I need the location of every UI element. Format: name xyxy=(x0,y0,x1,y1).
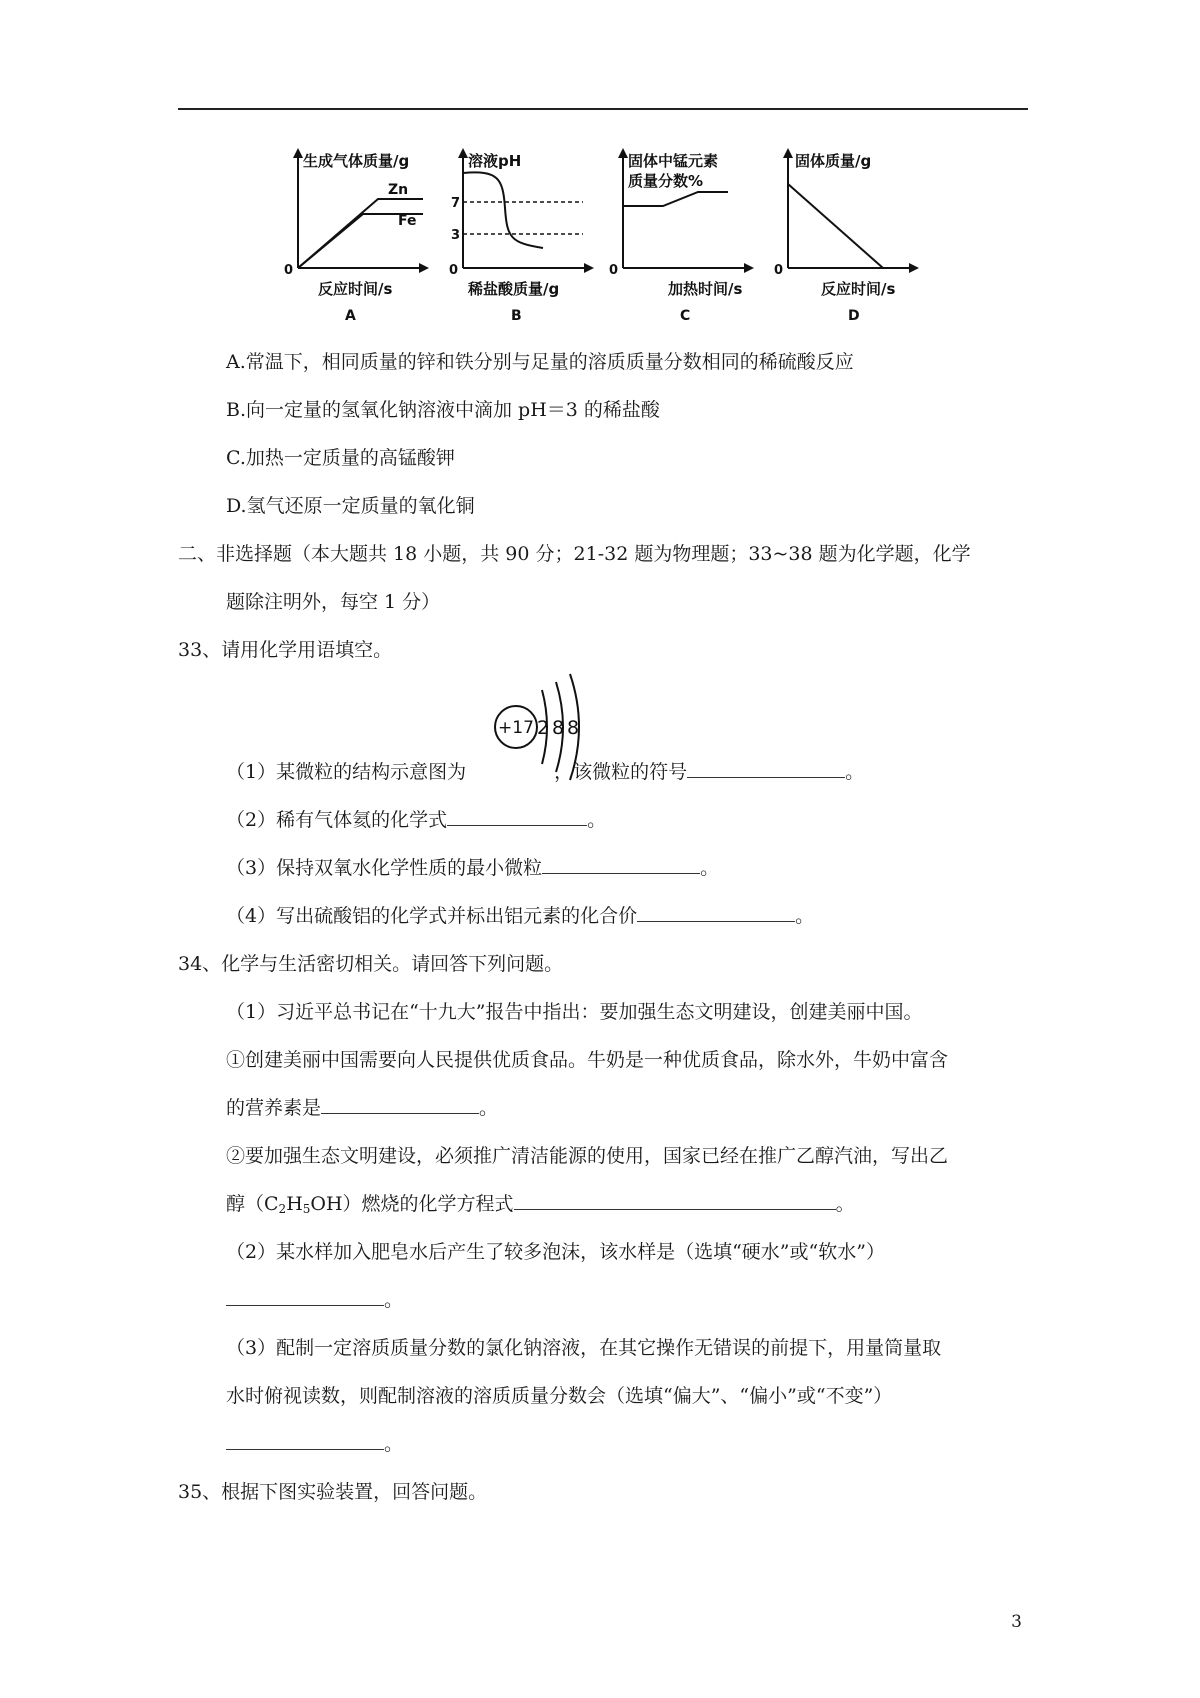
q33-part4 xyxy=(226,903,814,929)
graph-d xyxy=(774,148,919,324)
answer-graphs xyxy=(283,148,963,328)
q33-part4-blank[interactable] xyxy=(637,903,795,922)
graph-c-ylabel-2: 质量分数% xyxy=(628,172,704,190)
q33-part3-text: （3）保持双氧水化学性质的最小微粒 xyxy=(226,857,543,879)
q34-sub1-line1: ①创建美丽中国需要向人民提供优质食品。牛奶是一种优质食品，除水外，牛奶中富含 xyxy=(226,1049,949,1071)
q33-part4-text: （4）写出硫酸铝的化学式并标出铝元素的化合价 xyxy=(226,905,638,927)
atom-shell-3: 8 xyxy=(566,717,580,739)
option-a: A.常温下，相同质量的锌和铁分别与足量的溶质质量分数相同的稀硫酸反应 xyxy=(226,351,854,373)
q33-part1-blank[interactable] xyxy=(687,759,845,778)
graph-a-ylabel: 生成气体质量/g xyxy=(303,152,410,170)
graph-b-xlabel: 稀盐酸质量/g xyxy=(468,280,560,298)
graph-c-line xyxy=(623,192,728,206)
page-number: 3 xyxy=(1011,1612,1022,1632)
period: 。 xyxy=(835,1193,855,1215)
graph-c-ylabel-1: 固体中锰元素 xyxy=(628,152,719,170)
graph-d-letter: D xyxy=(848,308,860,324)
q34-part3-line1: （3）配制一定溶质质量分数的氯化钠溶液，在其它操作无错误的前提下，用量筒量取 xyxy=(226,1337,942,1359)
q33-part2 xyxy=(226,807,606,833)
q34-part2: （2）某水样加入肥皂水后产生了较多泡沫，该水样是（选填“硬水”或“软水”） xyxy=(226,1241,885,1263)
graph-a-fe-line xyxy=(298,199,423,268)
period: 。 xyxy=(587,809,607,831)
graph-c-xlabel: 加热时间/s xyxy=(668,280,743,298)
atom-nucleus-charge: +17 xyxy=(498,718,534,738)
q34-part2-blank[interactable] xyxy=(226,1287,384,1306)
q33-part1 xyxy=(226,759,864,785)
q35-stem: 35、根据下图实验装置，回答问题。 xyxy=(178,1481,488,1503)
q33-part3-blank[interactable] xyxy=(542,855,700,874)
option-c: C.加热一定质量的高锰酸钾 xyxy=(226,447,455,469)
q34-sub1-blank[interactable] xyxy=(321,1095,479,1114)
graph-b-origin: 0 xyxy=(449,263,459,278)
graph-c xyxy=(609,148,754,324)
q33-part1-text2: ，该微粒的符号 xyxy=(554,761,688,783)
atom-shell-2: 8 xyxy=(551,717,565,739)
graph-d-line xyxy=(788,184,883,268)
q33-stem: 33、请用化学用语填空。 xyxy=(178,639,393,661)
q33-part2-text: （2）稀有气体氦的化学式 xyxy=(226,809,448,831)
q34-stem: 34、化学与生活密切相关。请回答下列问题。 xyxy=(178,953,564,975)
graph-c-letter: C xyxy=(680,308,691,324)
section2-line2: 题除注明外，每空 1 分） xyxy=(226,591,441,613)
q33-part1-text: （1）某微粒的结构示意图为 xyxy=(226,761,467,783)
q34-sub1-text: 的营养素是 xyxy=(226,1097,322,1119)
q34-part3-answer xyxy=(226,1431,403,1457)
graph-a-xlabel: 反应时间/s xyxy=(318,280,393,298)
graph-a-origin: 0 xyxy=(284,263,294,278)
section2-line1: 二、非选择题（本大题共 18 小题，共 90 分；21-32 题为物理题；33~38 题为化学题，化学 xyxy=(178,543,971,565)
q33-part2-blank[interactable] xyxy=(447,807,587,826)
q34-part3-line2: 水时俯视读数，则配制溶液的溶质质量分数会（选填“偏大”、“偏小”或“不变”） xyxy=(226,1385,893,1407)
graph-b-ylabel: 溶液pH xyxy=(468,152,522,170)
period: 。 xyxy=(384,1289,404,1311)
period: 。 xyxy=(700,857,720,879)
graph-a-series-zn: Zn xyxy=(388,182,409,198)
q34-part2-answer xyxy=(226,1287,403,1313)
option-d: D.氢气还原一定质量的氧化铜 xyxy=(226,495,475,517)
ethanol-subscript: 5 xyxy=(302,1202,311,1216)
q34-sub1-line2 xyxy=(226,1095,498,1121)
graph-b-ph-curve xyxy=(463,172,543,248)
q34-sub2-blank[interactable] xyxy=(514,1191,836,1210)
ethanol-formula-part: OH）燃烧的化学方程式 xyxy=(310,1193,514,1215)
graph-b-tick-7: 7 xyxy=(451,196,461,211)
period: 。 xyxy=(845,761,865,783)
graph-d-ylabel: 固体质量/g xyxy=(795,152,872,170)
graph-a-series-fe: Fe xyxy=(398,213,417,229)
period: 。 xyxy=(384,1433,404,1455)
period: 。 xyxy=(795,905,815,927)
q34-part1: （1）习近平总书记在“十九大”报告中指出：要加强生态文明建设，创建美丽中国。 xyxy=(226,1001,923,1023)
graph-b xyxy=(449,148,594,324)
graph-a-letter: A xyxy=(345,308,356,324)
q33-part3 xyxy=(226,855,719,881)
atom-shell-1: 2 xyxy=(536,717,550,739)
header-rule xyxy=(178,108,1028,110)
q34-sub2-line1: ②要加强生态文明建设，必须推广清洁能源的使用，国家已经在推广乙醇汽油，写出乙 xyxy=(226,1145,949,1167)
ethanol-formula-part: H xyxy=(286,1193,303,1215)
graph-a xyxy=(284,148,429,324)
period: 。 xyxy=(479,1097,499,1119)
graph-b-letter: B xyxy=(511,308,522,324)
q34-sub2-line2 xyxy=(226,1191,855,1222)
graph-d-xlabel: 反应时间/s xyxy=(821,280,896,298)
graph-d-origin: 0 xyxy=(774,263,784,278)
q34-part3-blank[interactable] xyxy=(226,1431,384,1450)
option-b: B.向一定量的氢氧化钠溶液中滴加 pH＝3 的稀盐酸 xyxy=(226,399,660,421)
graph-b-tick-3: 3 xyxy=(451,228,461,243)
ethanol-formula-part: 醇（C xyxy=(226,1193,279,1215)
ethanol-subscript: 2 xyxy=(278,1202,287,1216)
graph-c-origin: 0 xyxy=(609,263,619,278)
